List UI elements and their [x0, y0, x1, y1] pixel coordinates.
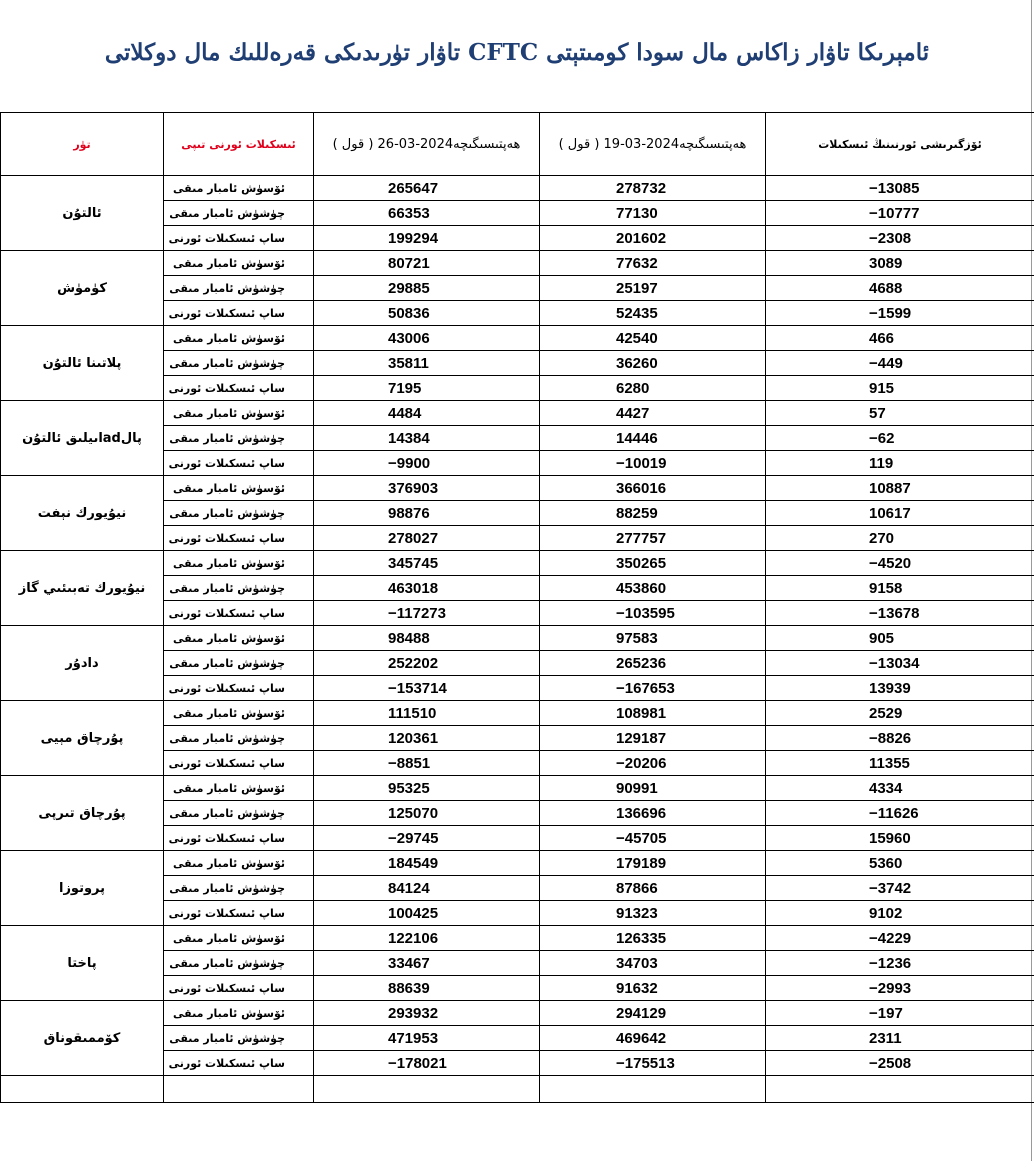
position-kind: ئۆسۈش ئامبار مىقى — [164, 401, 314, 426]
position-kind: ساپ ئىسكىلات ئورنى — [164, 901, 314, 926]
value-change: −4229 — [766, 926, 1034, 951]
value-week-current: 50836 — [314, 301, 540, 326]
value-week-current: 111510 — [314, 701, 540, 726]
value-week-prev: 129187 — [540, 726, 766, 751]
value-week-prev: −10019 — [540, 451, 766, 476]
value-week-prev: 136696 — [540, 801, 766, 826]
position-kind: ساپ ئىسكىلات ئورنى — [164, 526, 314, 551]
header-change: ئۆزگىرىشى ئورنىنىڭ ئىسكىلات — [766, 113, 1034, 176]
position-kind: چۈشۈش ئامبار مىقى — [164, 801, 314, 826]
value-week-current: 278027 — [314, 526, 540, 551]
position-kind: چۈشۈش ئامبار مىقى — [164, 1026, 314, 1051]
value-week-prev: 469642 — [540, 1026, 766, 1051]
value-change: −13085 — [766, 176, 1034, 201]
value-week-prev: 52435 — [540, 301, 766, 326]
table-row — [1, 551, 1034, 576]
value-change: −197 — [766, 1001, 1034, 1026]
value-week-current: 463018 — [314, 576, 540, 601]
value-week-current: 33467 — [314, 951, 540, 976]
commodity-name: پلاتىنا ئالتۇن — [1, 326, 164, 401]
value-change: 119 — [766, 451, 1034, 476]
position-kind: ساپ ئىسكىلات ئورنى — [164, 301, 314, 326]
commodity-name: دادۇر — [1, 626, 164, 701]
value-change: 9158 — [766, 576, 1034, 601]
position-kind: ئۆسۈش ئامبار مىقى — [164, 926, 314, 951]
value-week-prev: 36260 — [540, 351, 766, 376]
header-commodity: تۈر — [1, 113, 164, 176]
position-kind: ئۆسۈش ئامبار مىقى — [164, 776, 314, 801]
value-week-prev: 350265 — [540, 551, 766, 576]
table-row — [1, 476, 1034, 501]
value-week-current: 293932 — [314, 1001, 540, 1026]
value-week-current: −117273 — [314, 601, 540, 626]
position-kind: ساپ ئىسكىلات ئورنى — [164, 976, 314, 1001]
value-change: 4334 — [766, 776, 1034, 801]
commodity-name: نيۇيورك تەبىئىي گاز — [1, 551, 164, 626]
value-week-current: 35811 — [314, 351, 540, 376]
value-week-prev: 201602 — [540, 226, 766, 251]
empty-cell — [766, 1076, 1034, 1103]
value-week-prev: 42540 — [540, 326, 766, 351]
value-change: −4520 — [766, 551, 1034, 576]
value-week-prev: −45705 — [540, 826, 766, 851]
table-row — [1, 326, 1034, 351]
position-kind: ساپ ئىسكىلات ئورنى — [164, 751, 314, 776]
position-kind: چۈشۈش ئامبار مىقى — [164, 426, 314, 451]
empty-cell — [1, 1076, 164, 1103]
position-kind: ئۆسۈش ئامبار مىقى — [164, 851, 314, 876]
table-row — [1, 701, 1034, 726]
value-week-current: 66353 — [314, 201, 540, 226]
value-week-prev: 366016 — [540, 476, 766, 501]
position-kind: ساپ ئىسكىلات ئورنى — [164, 601, 314, 626]
value-change: 3089 — [766, 251, 1034, 276]
value-change: 466 — [766, 326, 1034, 351]
value-week-current: 98488 — [314, 626, 540, 651]
value-week-prev: 97583 — [540, 626, 766, 651]
value-week-current: 88639 — [314, 976, 540, 1001]
value-week-prev: 294129 — [540, 1001, 766, 1026]
header-week-prev: ( قول ) ھەپتىسىگىچە2024-03-19 — [540, 113, 766, 176]
value-change: −10777 — [766, 201, 1034, 226]
value-week-current: 122106 — [314, 926, 540, 951]
value-week-current: 199294 — [314, 226, 540, 251]
value-change: 5360 — [766, 851, 1034, 876]
value-change: −13678 — [766, 601, 1034, 626]
commodity-name: ئالتۇن — [1, 176, 164, 251]
value-week-prev: 453860 — [540, 576, 766, 601]
value-change: −2993 — [766, 976, 1034, 1001]
value-change: −1236 — [766, 951, 1034, 976]
position-kind: ئۆسۈش ئامبار مىقى — [164, 476, 314, 501]
value-week-current: 376903 — [314, 476, 540, 501]
value-week-prev: 108981 — [540, 701, 766, 726]
value-change: −1599 — [766, 301, 1034, 326]
value-week-current: 14384 — [314, 426, 540, 451]
value-change: 10617 — [766, 501, 1034, 526]
position-kind: چۈشۈش ئامبار مىقى — [164, 576, 314, 601]
value-week-current: 7195 — [314, 376, 540, 401]
value-change: 905 — [766, 626, 1034, 651]
value-change: 57 — [766, 401, 1034, 426]
position-kind: چۈشۈش ئامبار مىقى — [164, 876, 314, 901]
table-row — [1, 926, 1034, 951]
cftc-report-table — [0, 112, 1034, 1103]
value-week-prev: 25197 — [540, 276, 766, 301]
position-kind: ئۆسۈش ئامبار مىقى — [164, 626, 314, 651]
value-week-prev: 126335 — [540, 926, 766, 951]
value-week-current: 29885 — [314, 276, 540, 301]
position-kind: ئۆسۈش ئامبار مىقى — [164, 701, 314, 726]
position-kind: ساپ ئىسكىلات ئورنى — [164, 226, 314, 251]
value-week-current: 84124 — [314, 876, 540, 901]
position-kind: ساپ ئىسكىلات ئورنى — [164, 826, 314, 851]
table-row — [1, 626, 1034, 651]
value-week-current: −178021 — [314, 1051, 540, 1076]
position-kind: ساپ ئىسكىلات ئورنى — [164, 376, 314, 401]
value-week-current: 265647 — [314, 176, 540, 201]
value-week-current: 80721 — [314, 251, 540, 276]
commodity-name: كۆممىقوناق — [1, 1001, 164, 1076]
value-week-prev: 277757 — [540, 526, 766, 551]
position-kind: چۈشۈش ئامبار مىقى — [164, 351, 314, 376]
value-week-current: 120361 — [314, 726, 540, 751]
value-week-prev: −103595 — [540, 601, 766, 626]
value-week-prev: 278732 — [540, 176, 766, 201]
header-row — [1, 113, 1034, 176]
commodity-name: پۇرچاق تىرپى — [1, 776, 164, 851]
value-week-current: 471953 — [314, 1026, 540, 1051]
value-change: −449 — [766, 351, 1034, 376]
empty-row — [1, 1076, 1034, 1103]
value-week-prev: −20206 — [540, 751, 766, 776]
value-week-prev: 90991 — [540, 776, 766, 801]
value-week-current: 95325 — [314, 776, 540, 801]
value-change: −3742 — [766, 876, 1034, 901]
value-change: −2508 — [766, 1051, 1034, 1076]
empty-cell — [540, 1076, 766, 1103]
value-week-current: 98876 — [314, 501, 540, 526]
value-change: 13939 — [766, 676, 1034, 701]
value-week-prev: 91323 — [540, 901, 766, 926]
value-change: −13034 — [766, 651, 1034, 676]
value-week-prev: 4427 — [540, 401, 766, 426]
report-title: ئامېرىكا تاۋار زاكاس مال سودا كومىتېتى CFTC تاۋار تۈرىدىكى قەرەللىك مال دوكلاتى — [104, 39, 930, 66]
commodity-name: پروتوزا — [1, 851, 164, 926]
value-week-current: −9900 — [314, 451, 540, 476]
table-body — [1, 176, 1034, 1103]
value-change: 4688 — [766, 276, 1034, 301]
header-kind: ئىسكىلات ئورنى تىپى — [164, 113, 314, 176]
value-change: −62 — [766, 426, 1034, 451]
value-change: 915 — [766, 376, 1034, 401]
position-kind: چۈشۈش ئامبار مىقى — [164, 201, 314, 226]
commodity-name: پاختا — [1, 926, 164, 1001]
position-kind: چۈشۈش ئامبار مىقى — [164, 651, 314, 676]
table-row — [1, 176, 1034, 201]
position-kind: چۈشۈش ئامبار مىقى — [164, 276, 314, 301]
value-change: −8826 — [766, 726, 1034, 751]
position-kind: ئۆسۈش ئامبار مىقى — [164, 326, 314, 351]
value-week-prev: 77130 — [540, 201, 766, 226]
value-week-prev: 6280 — [540, 376, 766, 401]
value-week-current: 184549 — [314, 851, 540, 876]
header-week-current: ( قول ) ھەپتىسىگىچە2024-03-26 — [314, 113, 540, 176]
value-change: 270 — [766, 526, 1034, 551]
value-week-prev: 14446 — [540, 426, 766, 451]
position-kind: چۈشۈش ئامبار مىقى — [164, 726, 314, 751]
position-kind: ئۆسۈش ئامبار مىقى — [164, 551, 314, 576]
value-change: 9102 — [766, 901, 1034, 926]
table-row — [1, 851, 1034, 876]
value-week-current: −8851 — [314, 751, 540, 776]
value-week-prev: 265236 — [540, 651, 766, 676]
value-change: 2529 — [766, 701, 1034, 726]
value-week-current: 100425 — [314, 901, 540, 926]
table-row — [1, 401, 1034, 426]
position-kind: ساپ ئىسكىلات ئورنى — [164, 451, 314, 476]
commodity-name: پالladىيلىق ئالتۇن — [1, 401, 164, 476]
value-week-current: −29745 — [314, 826, 540, 851]
commodity-name: نيۇيورك نېفت — [1, 476, 164, 551]
value-change: −11626 — [766, 801, 1034, 826]
table-row — [1, 776, 1034, 801]
position-kind: ساپ ئىسكىلات ئورنى — [164, 676, 314, 701]
value-change: 15960 — [766, 826, 1034, 851]
value-week-prev: −167653 — [540, 676, 766, 701]
value-week-prev: 34703 — [540, 951, 766, 976]
position-kind: ئۆسۈش ئامبار مىقى — [164, 176, 314, 201]
value-change: 10887 — [766, 476, 1034, 501]
value-change: 11355 — [766, 751, 1034, 776]
position-kind: چۈشۈش ئامبار مىقى — [164, 501, 314, 526]
table-row — [1, 1001, 1034, 1026]
position-kind: چۈشۈش ئامبار مىقى — [164, 951, 314, 976]
value-week-current: 125070 — [314, 801, 540, 826]
value-change: −2308 — [766, 226, 1034, 251]
value-week-current: −153714 — [314, 676, 540, 701]
value-week-prev: 77632 — [540, 251, 766, 276]
value-week-prev: 87866 — [540, 876, 766, 901]
value-week-prev: 179189 — [540, 851, 766, 876]
empty-cell — [314, 1076, 540, 1103]
value-week-current: 345745 — [314, 551, 540, 576]
value-week-current: 43006 — [314, 326, 540, 351]
value-week-prev: 91632 — [540, 976, 766, 1001]
position-kind: ساپ ئىسكىلات ئورنى — [164, 1051, 314, 1076]
value-week-current: 252202 — [314, 651, 540, 676]
value-change: 2311 — [766, 1026, 1034, 1051]
position-kind: ئۆسۈش ئامبار مىقى — [164, 251, 314, 276]
value-week-prev: −175513 — [540, 1051, 766, 1076]
table-row — [1, 251, 1034, 276]
position-kind: ئۆسۈش ئامبار مىقى — [164, 1001, 314, 1026]
value-week-current: 4484 — [314, 401, 540, 426]
empty-cell — [164, 1076, 314, 1103]
value-week-prev: 88259 — [540, 501, 766, 526]
commodity-name: پۇرچاق مېيى — [1, 701, 164, 776]
commodity-name: كۈمۈش — [1, 251, 164, 326]
